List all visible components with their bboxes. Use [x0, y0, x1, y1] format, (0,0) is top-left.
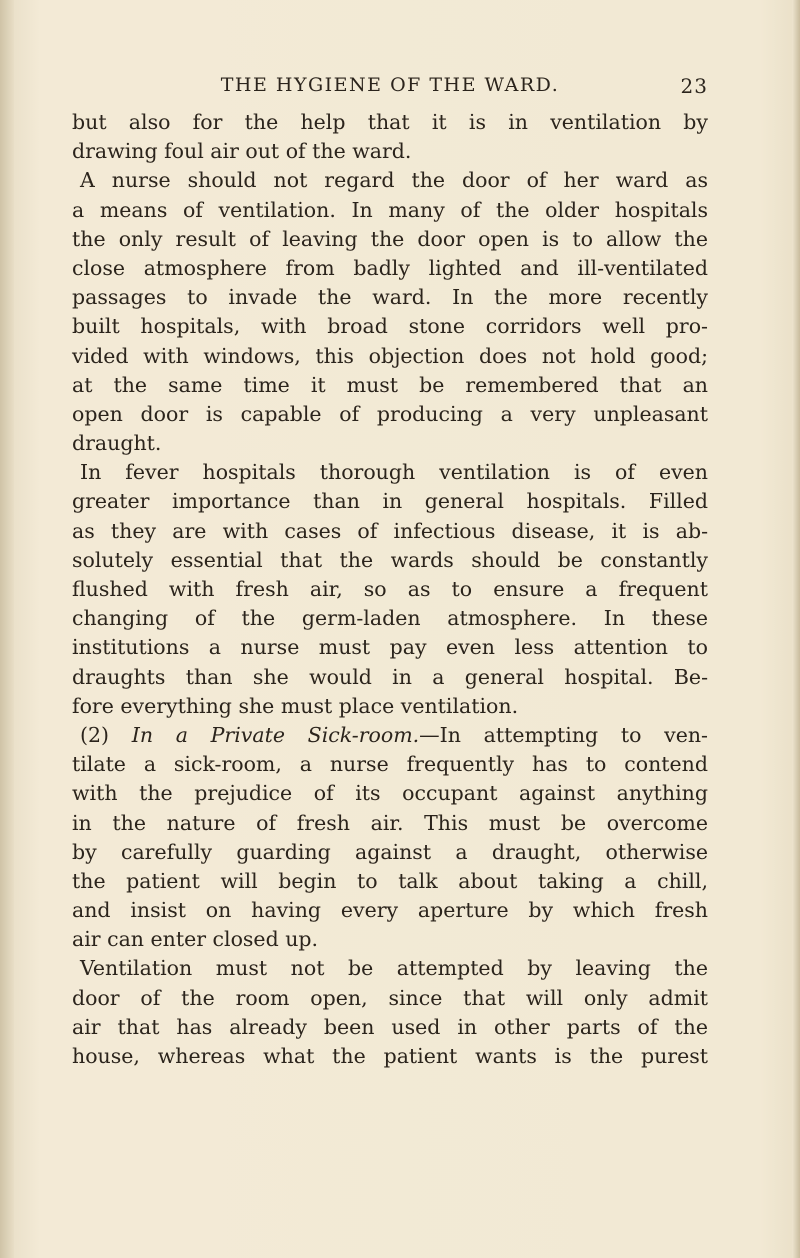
- text-line: In fever hospitals thorough ventilation is of even: [80, 460, 708, 485]
- text-line: institutions a nurse must pay even less attention to: [72, 635, 708, 660]
- text-line: draughts than she would in a general hospital. Be-: [72, 664, 708, 689]
- text-line: the patient will begin to talk about taking a chill,: [72, 868, 708, 893]
- text-line: in the nature of fresh air. This must be overcome: [72, 810, 708, 835]
- page-edge-shadow: [792, 0, 800, 1258]
- text-line: the only result of leaving the door open is to allow the: [72, 226, 708, 251]
- text-line: air can enter closed up.: [72, 927, 319, 952]
- running-head: THE HYGIENE OF THE WARD.: [220, 74, 560, 96]
- section-number: (2): [80, 722, 132, 747]
- text-line: greater importance than in general hospitals. Filled: [72, 489, 708, 514]
- text-line: close atmosphere from badly lighted and ill-ventilated: [72, 255, 708, 280]
- text-line: as they are with cases of infectious disease, it is ab-: [72, 518, 708, 543]
- section-heading-line: [72, 721, 708, 750]
- section-heading: In a Private Sick-room.: [131, 722, 420, 747]
- text-line: built hospitals, with broad stone corridors well pro-: [72, 314, 708, 339]
- page-binding-shadow: [0, 0, 14, 1258]
- text-line: solutely essential that the wards should be constantly: [72, 547, 708, 572]
- text-line: flushed with fresh air, so as to ensure a frequent: [72, 577, 708, 601]
- body-text: [72, 108, 708, 1071]
- text-line: vided with windows, this objection does not hold good;: [72, 343, 708, 368]
- text-line: and insist on having every aperture by which fresh: [72, 898, 708, 923]
- text-line: tilate a sick-room, a nurse frequently has to contend: [72, 752, 708, 777]
- text-line: but also for the help that it is in ventilation by: [72, 110, 708, 134]
- section-heading-rest: —In attempting to ven-: [419, 722, 708, 747]
- page-header: [72, 74, 708, 104]
- text-line: at the same time it must be remembered that an: [72, 372, 708, 397]
- text-line: a means of ventilation. In many of the older hospitals: [72, 197, 708, 222]
- text-line: by carefully guarding against a draught, otherwise: [72, 839, 708, 864]
- text-line: with the prejudice of its occupant against anything: [72, 781, 708, 806]
- text-line: drawing foul air out of the ward.: [72, 139, 412, 164]
- text-line: open door is capable of producing a very unpleasant: [72, 401, 708, 426]
- text-line: fore everything she must place ventilation.: [72, 693, 519, 718]
- text-line: passages to invade the ward. In the more recently: [72, 285, 708, 310]
- text-line: A nurse should not regard the door of her ward as: [80, 168, 708, 193]
- text-line: house, whereas what the patient wants is the purest: [72, 1044, 708, 1068]
- text-line: door of the room open, since that will only admit: [72, 985, 708, 1010]
- text-line: air that has already been used in other parts of the: [72, 1014, 708, 1039]
- text-line: Ventilation must not be attempted by leaving the: [80, 956, 708, 981]
- page-number: 23: [680, 74, 708, 98]
- text-line: draught.: [72, 431, 162, 456]
- text-line: changing of the germ-laden atmosphere. In these: [72, 606, 708, 631]
